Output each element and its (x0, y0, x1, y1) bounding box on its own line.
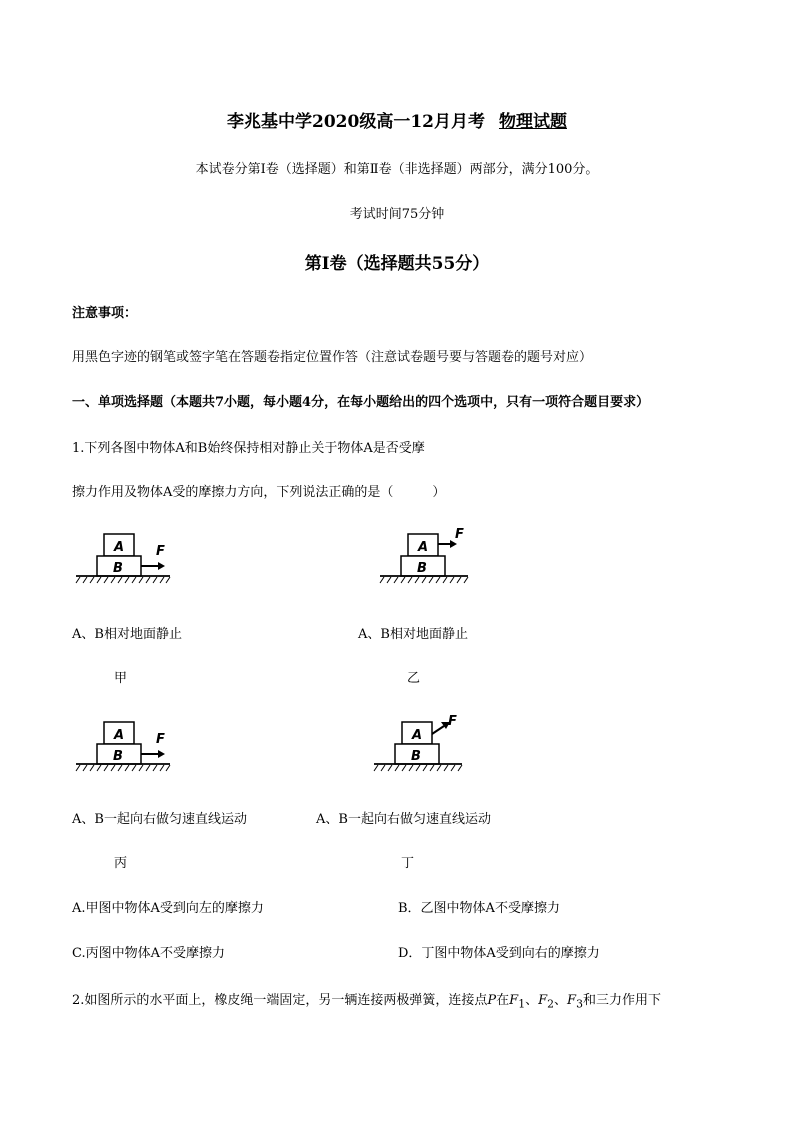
figure-jia-diagram (74, 524, 184, 586)
notice-heading: 注意事项： (72, 306, 138, 321)
figure-ding-label: 丁 (401, 856, 415, 871)
figure-ding-label-a: A (412, 728, 423, 743)
figure-bing-label: 丙 (114, 856, 128, 871)
figure-jia-label-b: B (113, 561, 123, 576)
section-heading: 一、单项选择题（本题共7小题，每小题4分，在每小题给出的四个选项中，只有一项符合题目要求） (72, 395, 650, 410)
q2-stem (72, 989, 661, 1011)
figure-yi-label-a: A (418, 540, 429, 555)
q2-stem-mid: 在 (496, 993, 510, 1008)
figure-jia-caption: A、B相对地面静止 (72, 627, 182, 642)
exam-title (0, 107, 794, 132)
figure-yi-label: 乙 (407, 671, 421, 686)
q2-force-f1-sub: 1 (518, 997, 526, 1011)
exam-subtitle: 本试卷分第Ⅰ卷（选择题）和第Ⅱ卷（非选择题）两部分，满分100分。 (195, 162, 599, 177)
figure-ding-label-f: F (448, 714, 457, 729)
figure-bing-diagram (74, 712, 184, 774)
q2-sep1: 、 (525, 993, 539, 1008)
q1-stem-line2: 擦力作用及物体A受的摩擦力方向，下列说法正确的是（ ） (72, 485, 446, 500)
exam-time-note: 考试时间75分钟 (349, 207, 445, 222)
q2-force-f2-sub: 2 (547, 997, 555, 1011)
q1-option-b[interactable]: B．乙图中物体A不受摩擦力 (398, 901, 560, 916)
figure-bing-label-b: B (113, 749, 123, 764)
q1-option-c[interactable]: C.丙图中物体A不受摩擦力 (72, 946, 226, 961)
figure-jia-label: 甲 (114, 671, 128, 686)
q2-force-f1: F (509, 993, 519, 1008)
figure-bing-label-f: F (156, 732, 165, 747)
q1-option-d[interactable]: D．丁图中物体A受到向右的摩擦力 (398, 946, 600, 961)
part1-heading: 第Ⅰ卷（选择题共55分） (304, 254, 490, 274)
q2-stem-start: 2.如图所示的水平面上，橡皮绳一端固定，另一辆连接两极弹簧，连接点 (72, 993, 488, 1008)
q2-sep2: 、 (554, 993, 568, 1008)
figure-ding-caption: A、B一起向右做匀速直线运动 (316, 812, 491, 827)
figure-ding-label-b: B (411, 749, 421, 764)
figure-bing-caption: A、B一起向右做匀速直线运动 (72, 812, 247, 827)
figure-yi-caption: A、B相对地面静止 (358, 627, 468, 642)
q2-force-f2: F (538, 993, 548, 1008)
figure-jia-label-f: F (156, 544, 165, 559)
exam-title-subject: 物理试题 (498, 112, 567, 132)
q2-point-p: P (487, 993, 497, 1008)
figure-bing-label-a: A (114, 728, 125, 743)
figure-yi-label-b: B (417, 561, 427, 576)
exam-title-main: 李兆基中学2020级高一12月月考 (227, 112, 485, 132)
q2-force-f3-sub: 3 (576, 997, 583, 1011)
figure-ding-diagram (372, 712, 482, 774)
figure-jia-label-a: A (114, 540, 125, 555)
figure-yi-diagram (378, 524, 488, 586)
q1-stem-line1: 1.下列各图中物体A和B始终保持相对静止关于物体A是否受摩 (72, 441, 425, 456)
q1-option-a[interactable]: A.甲图中物体A受到向左的摩擦力 (72, 901, 264, 916)
figure-yi-label-f: F (455, 527, 464, 542)
notice-text: 用黑色字迹的钢笔或签字笔在答题卷指定位置作答（注意试卷题号要与答题卷的题号对应） (72, 350, 593, 365)
q2-stem-end: 和三力作用下 (582, 993, 661, 1008)
q2-force-f3: F (567, 993, 577, 1008)
